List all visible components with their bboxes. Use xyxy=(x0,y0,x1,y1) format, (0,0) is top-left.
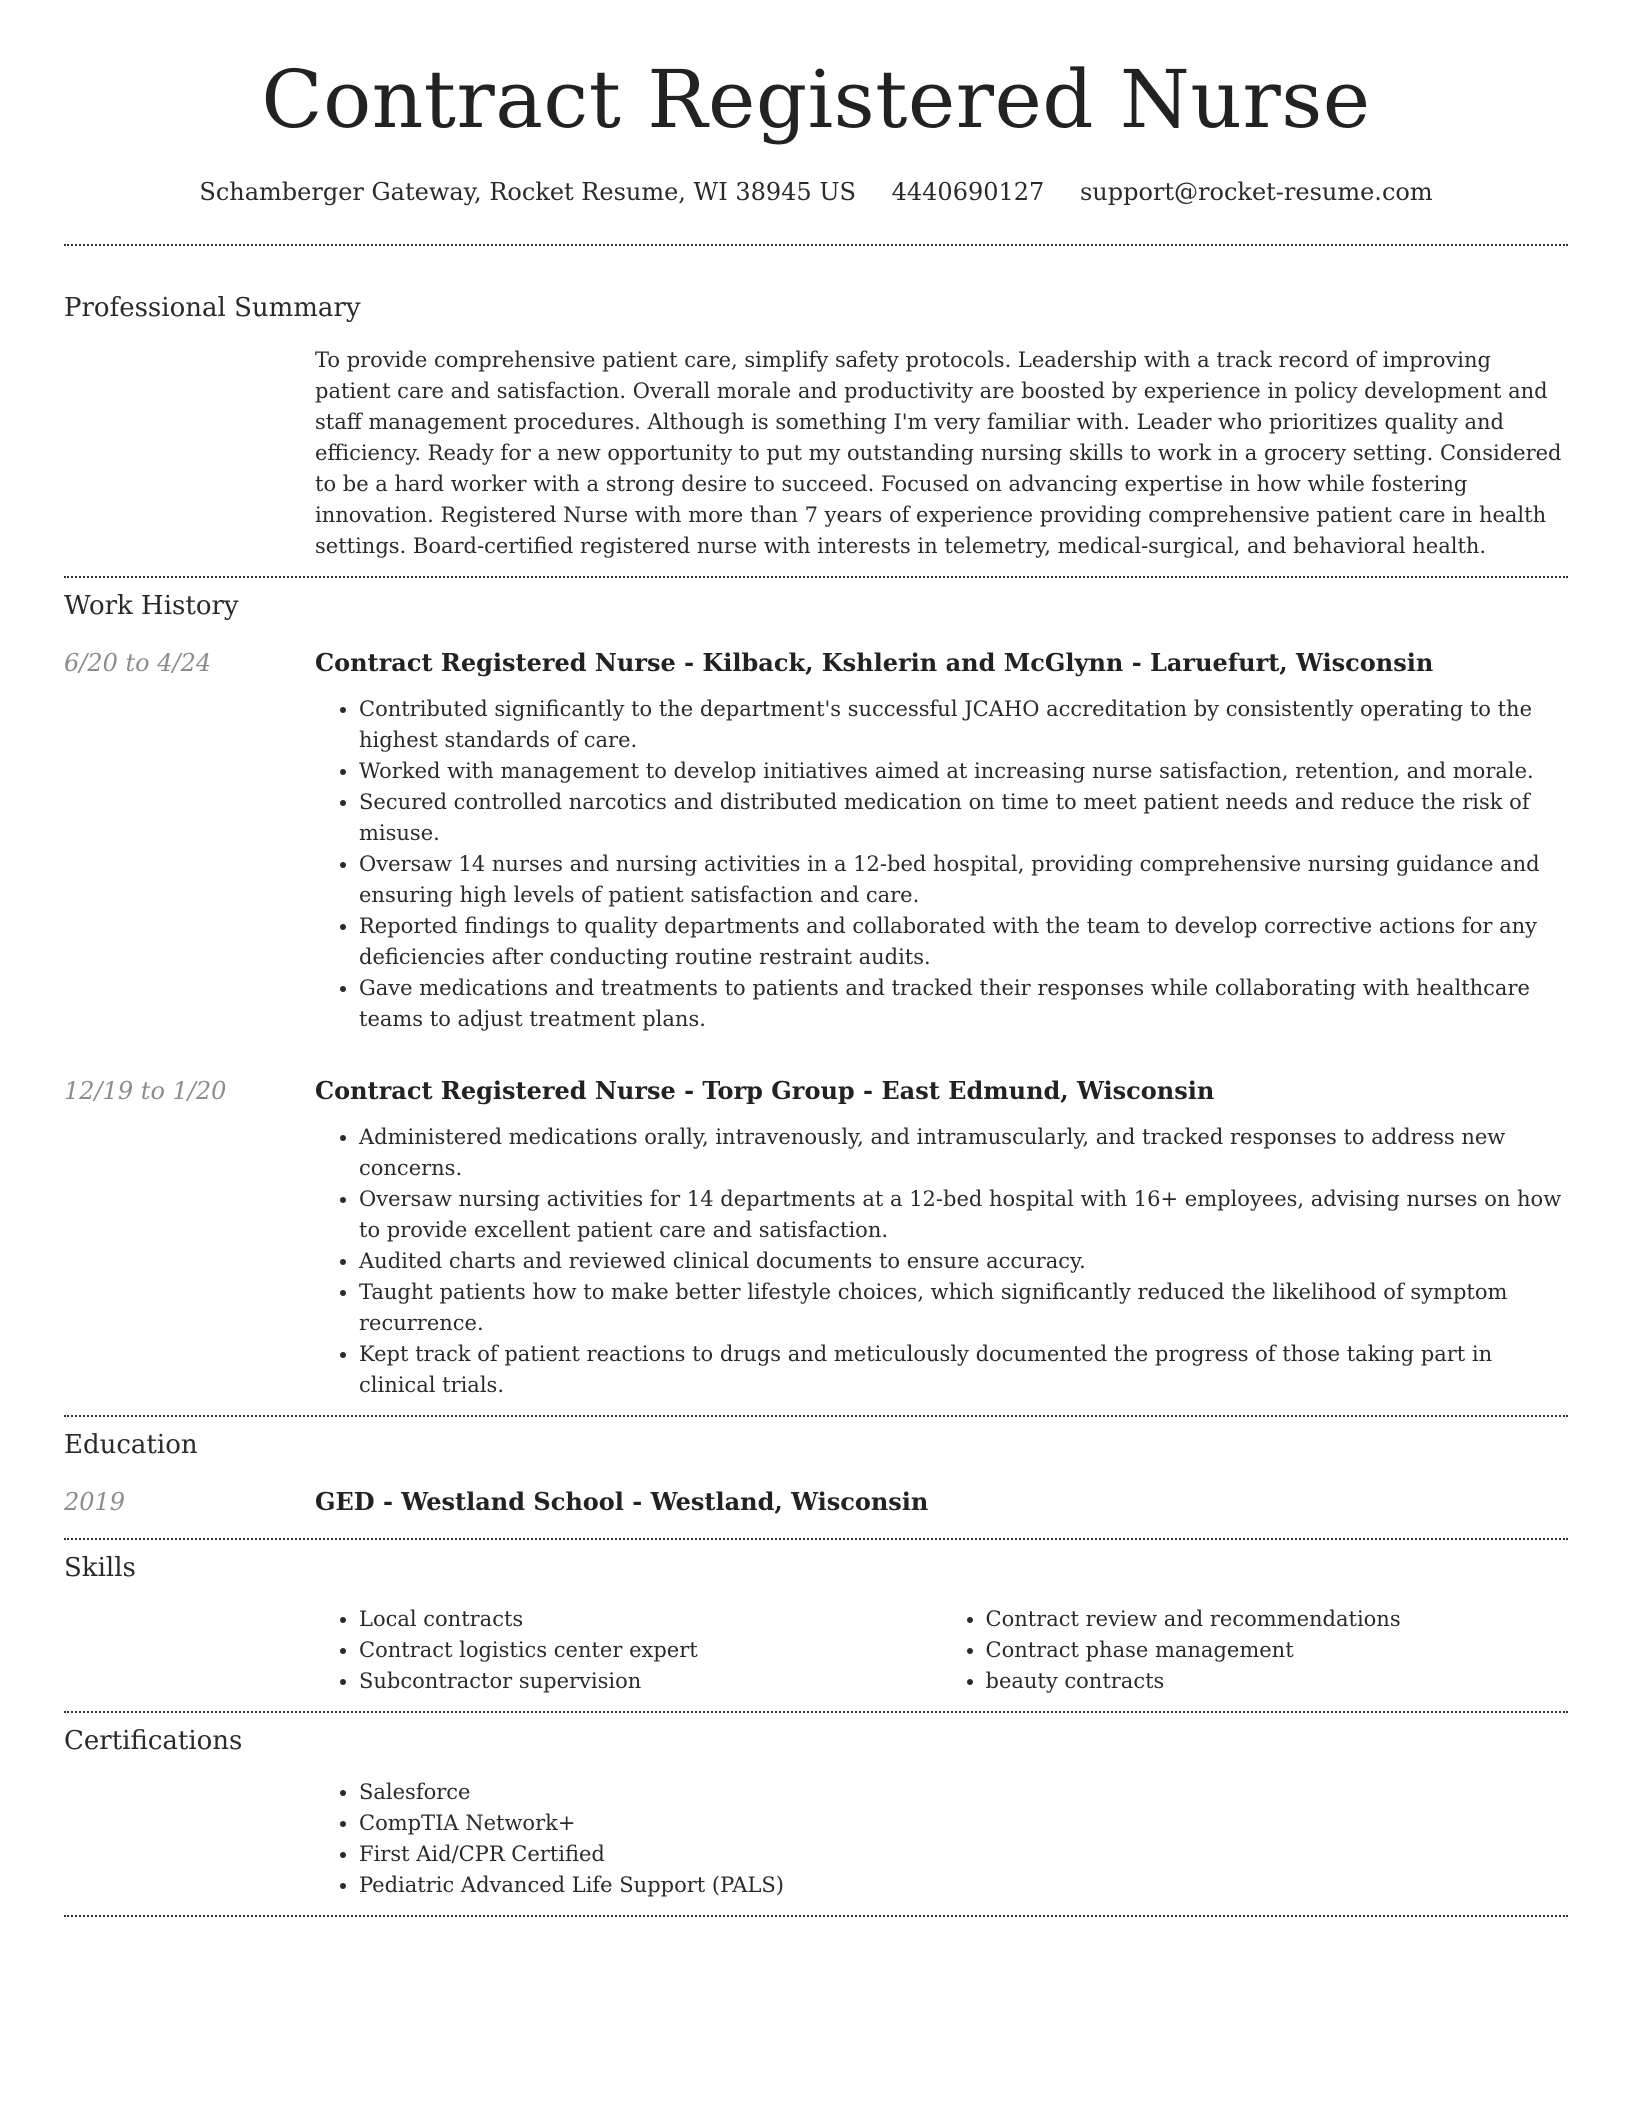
list-item: • Audited charts and reviewed clinical documents to ensure accuracy. xyxy=(359,1246,1568,1277)
list-item: • Taught patients how to make better lifestyle choices, which significantly reduced the likelihood of symptom recurrence. xyxy=(359,1277,1568,1339)
divider xyxy=(64,1415,1568,1417)
education-year: 2019 xyxy=(64,1488,126,1516)
list-item: • Contract phase management xyxy=(986,1635,1569,1666)
list-item: • Pediatric Advanced Life Support (PALS) xyxy=(359,1870,1568,1901)
list-item: • Local contracts xyxy=(359,1604,942,1635)
contact-phone: 4440690127 xyxy=(891,178,1045,206)
skills-title: Skills xyxy=(64,1553,136,1583)
job-heading: Contract Registered Nurse - Torp Group - East Edmund, Wisconsin xyxy=(315,1076,1215,1105)
certifications-title: Certifications xyxy=(64,1726,243,1756)
education-title: Education xyxy=(64,1430,198,1460)
contact-address: Schamberger Gateway, Rocket Resume, WI 38945 US xyxy=(199,178,856,206)
job-dates: 12/19 to 1/20 xyxy=(64,1077,227,1105)
divider xyxy=(64,1711,1568,1713)
education-section xyxy=(64,1428,1568,1518)
list-item: • Contributed significantly to the department's successful JCAHO accreditation by consistently operating to the highest standards of care. xyxy=(359,694,1568,756)
job-bullets xyxy=(315,694,1568,1035)
list-item: • Contract review and recommendations xyxy=(986,1604,1569,1635)
summary-text: To provide comprehensive patient care, simplify safety protocols. Leadership with a track record of improving patient care and satisfaction. Overall morale and productivity are boosted by experience in policy development and staff management procedures. Although is something I'm very familiar with. Leader who prioritizes quality and efficiency. Ready for a new opportunity to put my outstanding nursing skills to work in a grocery setting. Considered to be a hard worker with a strong desire to succeed. Focused on advancing expertise in how while fostering innovation. Registered Nurse with more than 7 years of experience providing comprehensive patient care in health settings. Board-certified registered nurse with interests in telemetry, medical-surgical, and behavioral health. xyxy=(315,348,1562,558)
skills-list-left xyxy=(315,1604,942,1697)
divider xyxy=(64,1538,1568,1540)
job-heading: Contract Registered Nurse - Kilback, Kshlerin and McGlynn - Laruefurt, Wisconsin xyxy=(315,648,1434,677)
summary-section xyxy=(64,291,1568,562)
divider xyxy=(64,576,1568,578)
summary-title: Professional Summary xyxy=(64,293,361,323)
certifications-list xyxy=(315,1777,1568,1901)
job-entry xyxy=(64,1075,1568,1401)
contact-line xyxy=(64,176,1568,208)
list-item: • Oversaw nursing activities for 14 departments at a 12-bed hospital with 16+ employees, advising nurses on how to provide excellent patient care and satisfaction. xyxy=(359,1184,1568,1246)
work-title: Work History xyxy=(64,591,239,621)
list-item: • Administered medications orally, intravenously, and intramuscularly, and tracked responses to address new concerns. xyxy=(359,1122,1568,1184)
list-item: • Reported findings to quality departments and collaborated with the team to develop corrective actions for any deficiencies after conducting routine restraint audits. xyxy=(359,911,1568,973)
divider xyxy=(64,1915,1568,1917)
skills-list-right xyxy=(942,1604,1569,1697)
candidate-name: Contract Registered Nurse xyxy=(261,53,1371,146)
list-item: • beauty contracts xyxy=(986,1666,1569,1697)
list-item: • Contract logistics center expert xyxy=(359,1635,942,1666)
list-item: • Secured controlled narcotics and distributed medication on time to meet patient needs and reduce the risk of misuse. xyxy=(359,787,1568,849)
list-item: • Salesforce xyxy=(359,1777,1568,1808)
job-entry xyxy=(64,647,1568,1035)
job-bullets xyxy=(315,1122,1568,1401)
work-section xyxy=(64,589,1568,1401)
list-item: • Kept track of patient reactions to drugs and meticulously documented the progress of those taking part in clinical trials. xyxy=(359,1339,1568,1401)
skills-section xyxy=(64,1551,1568,1697)
list-item: • CompTIA Network+ xyxy=(359,1808,1568,1839)
certifications-section xyxy=(64,1724,1568,1901)
list-item: • Worked with management to develop initiatives aimed at increasing nurse satisfaction, retention, and morale. xyxy=(359,756,1568,787)
list-item: • First Aid/CPR Certified xyxy=(359,1839,1568,1870)
divider xyxy=(64,244,1568,246)
list-item: • Oversaw 14 nurses and nursing activities in a 12-bed hospital, providing comprehensive nursing guidance and ensuring high levels of patient satisfaction and care. xyxy=(359,849,1568,911)
job-dates: 6/20 to 4/24 xyxy=(64,649,212,677)
skills-grid xyxy=(315,1604,1568,1697)
list-item: • Subcontractor supervision xyxy=(359,1666,942,1697)
education-entry xyxy=(64,1486,1568,1518)
list-item: • Gave medications and treatments to patients and tracked their responses while collaborating with healthcare teams to adjust treatment plans. xyxy=(359,973,1568,1035)
resume-header xyxy=(64,0,1568,208)
education-heading: GED - Westland School - Westland, Wisconsin xyxy=(315,1487,929,1516)
contact-email: support@rocket-resume.com xyxy=(1079,178,1433,206)
